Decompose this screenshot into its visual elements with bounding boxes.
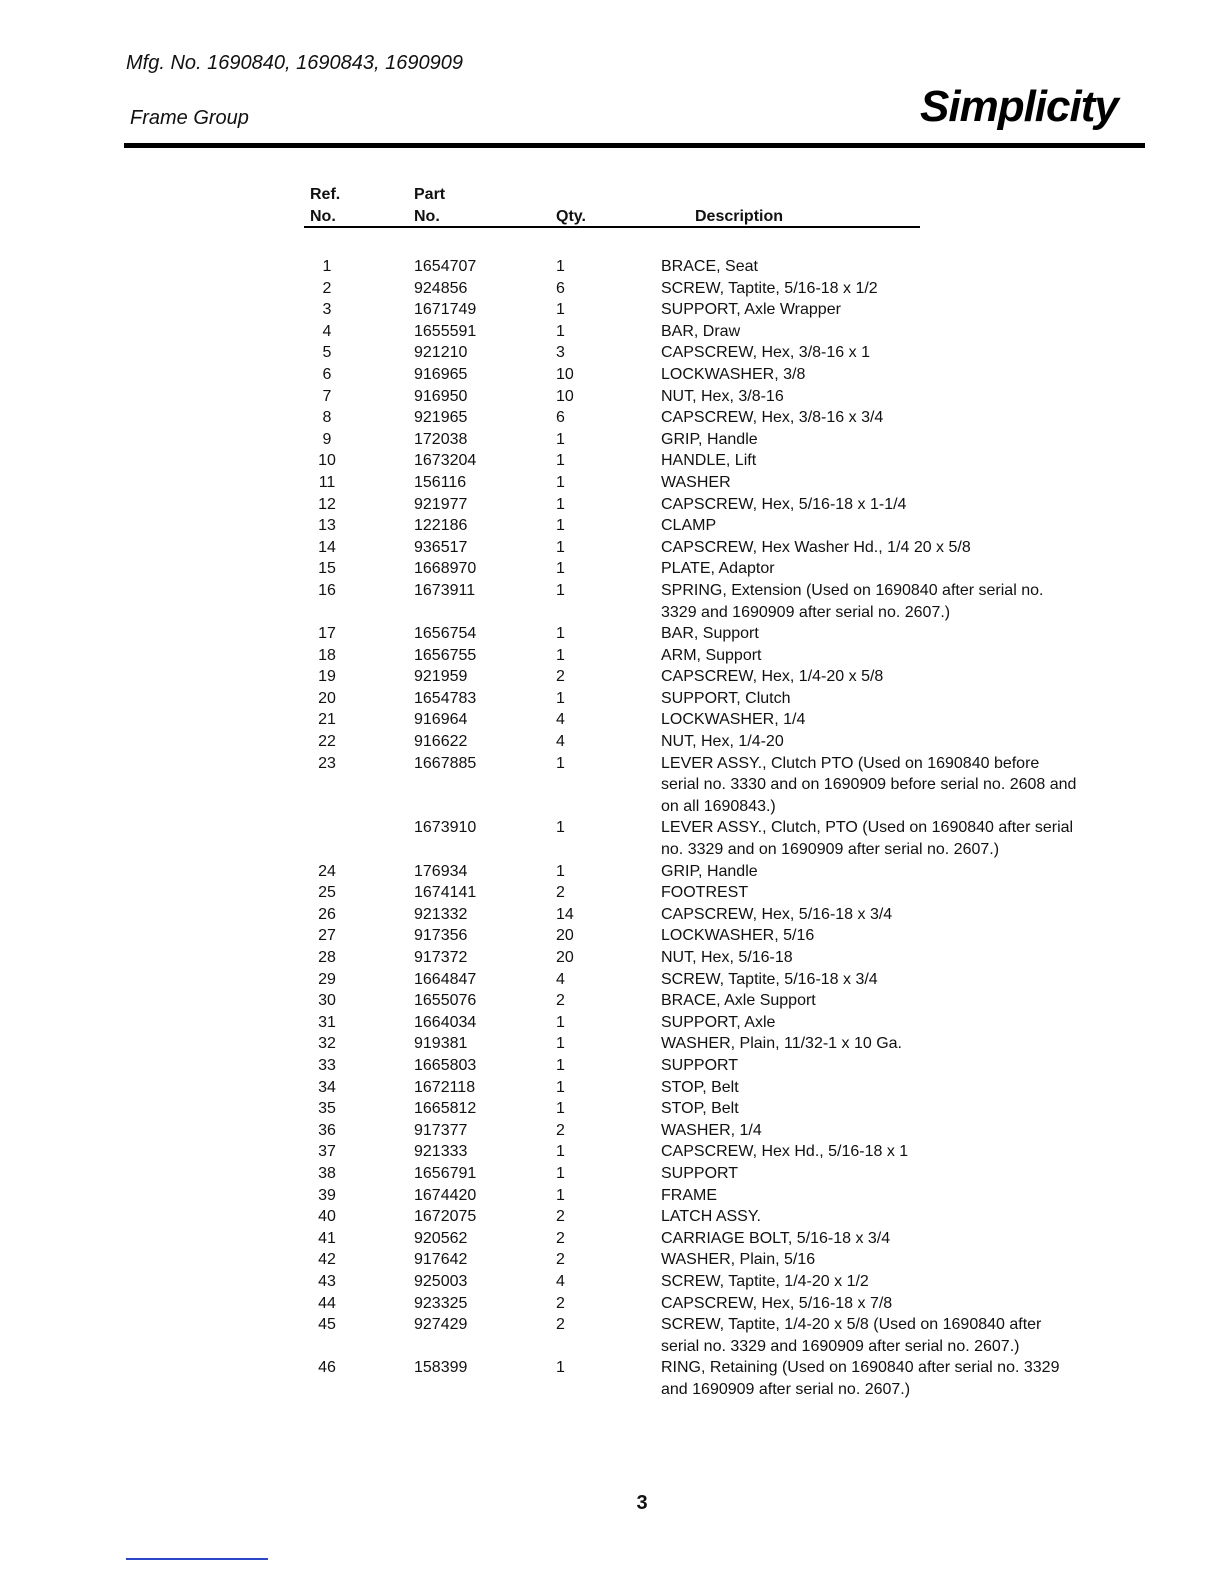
quantity: 2 <box>556 1208 565 1226</box>
ref-number: 32 <box>318 1035 336 1053</box>
parts-row <box>0 925 1224 947</box>
part-number: 1654783 <box>414 689 477 707</box>
description: RING, Retaining (Used on 1690840 after serial no. 3329 and 1690909 after serial no. 2607.) <box>661 1359 1060 1398</box>
part-number: 1673911 <box>414 581 476 599</box>
quantity: 10 <box>556 387 574 405</box>
parts-row <box>0 278 1224 300</box>
parts-row <box>0 623 1224 645</box>
quantity: 2 <box>556 884 565 902</box>
description: SPRING, Extension (Used on 1690840 after serial no. 3329 and 1690909 after serial no. 2607.) <box>661 581 1044 621</box>
parts-row <box>0 1141 1224 1163</box>
description: CAPSCREW, Hex, 5/16-18 x 7/8 <box>661 1294 893 1312</box>
ref-number: 13 <box>318 517 336 535</box>
part-number: 936517 <box>414 538 468 556</box>
quantity: 14 <box>556 905 574 923</box>
description: SUPPORT, Clutch <box>661 689 791 707</box>
ref-number: 41 <box>318 1229 336 1247</box>
parts-row <box>0 1055 1224 1077</box>
parts-row <box>0 882 1224 904</box>
ref-number: 30 <box>318 992 336 1010</box>
part-number: 916964 <box>414 711 468 729</box>
parts-row <box>0 645 1224 667</box>
parts-row <box>0 1120 1224 1142</box>
description: BRACE, Axle Support <box>661 992 816 1010</box>
ref-number: 27 <box>318 927 336 945</box>
col-header-ref-line1: Ref. <box>310 186 341 203</box>
part-number: 920562 <box>414 1229 468 1247</box>
manufacturer-numbers: Mfg. No. 1690840, 1690843, 1690909 <box>126 52 463 74</box>
description: CARRIAGE BOLT, 5/16-18 x 3/4 <box>661 1229 891 1247</box>
ref-number: 40 <box>318 1208 336 1226</box>
parts-row <box>0 904 1224 926</box>
quantity: 2 <box>556 1121 565 1139</box>
description: SUPPORT, Axle <box>661 1013 776 1031</box>
quantity: 1 <box>556 1056 565 1074</box>
description: CAPSCREW, Hex, 1/4-20 x 5/8 <box>661 668 884 686</box>
part-number: 1668970 <box>414 560 477 578</box>
parts-row <box>0 1206 1224 1228</box>
part-number: 1664034 <box>414 1013 477 1031</box>
quantity: 4 <box>556 733 565 751</box>
ref-number: 14 <box>318 538 336 556</box>
part-number: 1655591 <box>414 322 477 340</box>
parts-row <box>0 990 1224 1012</box>
ref-number: 16 <box>318 581 336 599</box>
quantity: 4 <box>556 970 565 988</box>
part-number: 1672075 <box>414 1208 477 1226</box>
part-number: 921959 <box>414 668 468 686</box>
parts-row <box>0 731 1224 753</box>
parts-row <box>0 537 1224 559</box>
part-number: 176934 <box>414 862 468 880</box>
part-number: 924856 <box>414 279 468 297</box>
ref-number: 36 <box>318 1121 336 1139</box>
quantity: 1 <box>556 517 565 535</box>
ref-number: 8 <box>322 409 332 427</box>
quantity: 20 <box>556 927 574 945</box>
col-header-part-line2: No. <box>414 208 440 225</box>
part-number: 1665812 <box>414 1100 477 1118</box>
quantity: 1 <box>556 1164 565 1182</box>
ref-number: 1 <box>322 258 332 275</box>
part-number: 1654707 <box>414 258 477 275</box>
part-number: 1656754 <box>414 625 477 643</box>
part-number: 927429 <box>414 1316 468 1334</box>
quantity: 1 <box>556 581 565 599</box>
description: BAR, Draw <box>661 322 741 340</box>
ref-number: 7 <box>322 387 332 405</box>
parts-row <box>0 494 1224 516</box>
description: CLAMP <box>661 517 717 535</box>
parts-row <box>0 861 1224 883</box>
quantity: 3 <box>556 344 565 362</box>
parts-row <box>0 450 1224 472</box>
ref-number: 24 <box>318 862 336 880</box>
part-number: 1674420 <box>414 1186 477 1204</box>
description: NUT, Hex, 1/4-20 <box>661 733 784 751</box>
parts-row <box>0 666 1224 688</box>
description: HANDLE, Lift <box>661 452 757 470</box>
quantity: 4 <box>556 711 565 729</box>
quantity: 1 <box>556 862 565 880</box>
description: WASHER, Plain, 11/32-1 x 10 Ga. <box>661 1035 902 1053</box>
description: GRIP, Handle <box>661 862 758 880</box>
description: LEVER ASSY., Clutch, PTO (Used on 1690840 after serial no. 3329 and on 1690909 after serial no. 2607.) <box>661 819 1074 859</box>
part-number: 1671749 <box>414 301 477 319</box>
parts-row <box>0 1228 1224 1250</box>
description: WASHER, Plain, 5/16 <box>661 1251 816 1269</box>
description: NUT, Hex, 3/8-16 <box>661 387 784 405</box>
description: PLATE, Adaptor <box>661 560 775 578</box>
quantity: 6 <box>556 409 565 427</box>
description: FRAME <box>661 1186 717 1204</box>
parts-row <box>0 321 1224 343</box>
parts-row <box>0 580 1224 623</box>
quantity: 1 <box>556 689 565 707</box>
quantity: 2 <box>556 1251 565 1269</box>
description: ARM, Support <box>661 646 762 664</box>
column-header-rule <box>304 226 920 228</box>
description: BRACE, Seat <box>661 258 758 275</box>
page-number: 3 <box>636 1492 648 1514</box>
quantity: 1 <box>556 819 565 837</box>
col-header-part <box>414 184 445 228</box>
part-number: 1673910 <box>414 819 477 837</box>
description: LOCKWASHER, 1/4 <box>661 711 806 729</box>
quantity: 1 <box>556 1186 565 1204</box>
parts-row <box>0 256 1224 278</box>
description: SCREW, Taptite, 1/4-20 x 1/2 <box>661 1272 869 1290</box>
description: SCREW, Taptite, 5/16-18 x 1/2 <box>661 279 878 297</box>
parts-row <box>0 1012 1224 1034</box>
parts-row <box>0 1185 1224 1207</box>
description: LOCKWASHER, 3/8 <box>661 365 806 383</box>
ref-number: 44 <box>318 1294 336 1312</box>
quantity: 2 <box>556 992 565 1010</box>
ref-number: 4 <box>322 322 332 340</box>
ref-number: 35 <box>318 1100 336 1118</box>
description: SUPPORT, Axle Wrapper <box>661 301 841 319</box>
description: STOP, Belt <box>661 1078 739 1096</box>
part-number: 925003 <box>414 1272 468 1290</box>
quantity: 1 <box>556 1078 565 1096</box>
quantity: 1 <box>556 258 565 275</box>
ref-number: 43 <box>318 1272 336 1290</box>
part-number: 921333 <box>414 1143 468 1161</box>
ref-number: 46 <box>318 1359 336 1377</box>
ref-number: 37 <box>318 1143 336 1161</box>
part-number: 917377 <box>414 1121 468 1139</box>
part-number: 1655076 <box>414 992 477 1010</box>
description: CAPSCREW, Hex, 3/8-16 x 3/4 <box>661 409 884 427</box>
description: SUPPORT <box>661 1164 739 1182</box>
description: SCREW, Taptite, 1/4-20 x 5/8 (Used on 1690840 after serial no. 3329 and 1690909 after serial no. 2607.) <box>661 1316 1042 1355</box>
quantity: 1 <box>556 301 565 319</box>
quantity: 1 <box>556 473 565 491</box>
part-number: 919381 <box>414 1035 468 1053</box>
quantity: 1 <box>556 1100 565 1118</box>
ref-number: 38 <box>318 1164 336 1182</box>
parts-row <box>0 1033 1224 1055</box>
ref-number: 42 <box>318 1251 336 1269</box>
part-number: 921332 <box>414 905 468 923</box>
ref-number: 29 <box>318 970 336 988</box>
ref-number: 12 <box>318 495 336 513</box>
part-number: 1673204 <box>414 452 477 470</box>
section-title: Frame Group <box>130 107 249 129</box>
description: STOP, Belt <box>661 1100 739 1118</box>
parts-row <box>0 558 1224 580</box>
quantity: 1 <box>556 754 565 772</box>
part-number: 1665803 <box>414 1056 477 1074</box>
part-number: 916950 <box>414 387 468 405</box>
description: WASHER <box>661 473 731 491</box>
ref-number: 34 <box>318 1078 336 1096</box>
quantity: 6 <box>556 279 565 297</box>
parts-row <box>0 1163 1224 1185</box>
ref-number: 28 <box>318 949 336 966</box>
ref-number: 23 <box>318 754 336 772</box>
quantity: 1 <box>556 538 565 556</box>
col-header-qty: Qty. <box>556 208 586 225</box>
parts-row <box>0 969 1224 991</box>
part-number: 916965 <box>414 365 468 383</box>
parts-row <box>0 753 1224 818</box>
description: BAR, Support <box>661 625 759 643</box>
parts-row <box>0 1271 1224 1293</box>
col-header-description: Description <box>695 208 784 225</box>
ref-number: 26 <box>318 905 336 923</box>
ref-number: 10 <box>318 452 336 470</box>
parts-row <box>0 688 1224 710</box>
description: FOOTREST <box>661 884 749 902</box>
ref-number: 21 <box>318 711 336 729</box>
parts-row <box>0 515 1224 537</box>
parts-row <box>0 364 1224 386</box>
quantity: 20 <box>556 949 574 966</box>
parts-row <box>0 1077 1224 1099</box>
brand-logo: Simplicity <box>920 82 1118 131</box>
part-number: 917642 <box>414 1251 468 1269</box>
quantity: 1 <box>556 1035 565 1053</box>
ref-number: 31 <box>318 1013 336 1031</box>
quantity: 1 <box>556 1143 565 1161</box>
part-number: 921977 <box>414 495 468 513</box>
part-number: 1667885 <box>414 754 477 772</box>
quantity: 1 <box>556 560 565 578</box>
part-number: 158399 <box>414 1359 468 1377</box>
parts-row <box>0 299 1224 321</box>
quantity: 4 <box>556 1272 565 1290</box>
ref-number: 3 <box>322 301 332 319</box>
part-number: 156116 <box>414 473 467 491</box>
quantity: 1 <box>556 625 565 643</box>
part-number: 1656755 <box>414 646 477 664</box>
part-number: 921965 <box>414 409 468 427</box>
ref-number: 17 <box>318 625 336 643</box>
part-number: 917372 <box>414 949 468 966</box>
description: CAPSCREW, Hex, 5/16-18 x 3/4 <box>661 905 893 923</box>
ref-number: 6 <box>322 365 332 383</box>
parts-row <box>0 342 1224 364</box>
parts-row <box>0 407 1224 429</box>
quantity: 1 <box>556 495 565 513</box>
parts-row <box>0 1249 1224 1271</box>
quantity: 1 <box>556 322 565 340</box>
quantity: 2 <box>556 1229 565 1247</box>
quantity: 1 <box>556 452 565 470</box>
ref-number: 15 <box>318 560 336 578</box>
parts-row <box>0 817 1224 860</box>
quantity: 1 <box>556 1359 565 1377</box>
description: LOCKWASHER, 5/16 <box>661 927 815 945</box>
ref-number: 20 <box>318 689 336 707</box>
parts-row <box>0 709 1224 731</box>
ref-number: 22 <box>318 733 336 751</box>
description: LATCH ASSY. <box>661 1208 761 1226</box>
parts-list <box>0 256 1224 1400</box>
quantity: 2 <box>556 1294 565 1312</box>
ref-number: 18 <box>318 646 336 664</box>
description: WASHER, 1/4 <box>661 1121 762 1139</box>
col-header-ref-line2: No. <box>310 208 336 225</box>
ref-number: 11 <box>318 473 336 491</box>
description: CAPSCREW, Hex Washer Hd., 1/4 20 x 5/8 <box>661 538 971 556</box>
footer-rule <box>126 1558 268 1560</box>
part-number: 122186 <box>414 517 468 535</box>
header-rule <box>124 143 1145 148</box>
description: CAPSCREW, Hex Hd., 5/16-18 x 1 <box>661 1143 909 1161</box>
ref-number: 2 <box>322 279 332 297</box>
description: LEVER ASSY., Clutch PTO (Used on 1690840 before serial no. 3330 and on 1690909 before serial no. 2608 and on all 1690843.) <box>661 754 1077 815</box>
parts-row <box>0 429 1224 451</box>
quantity: 2 <box>556 1316 565 1334</box>
ref-number: 19 <box>318 668 336 686</box>
part-number: 1672118 <box>414 1078 476 1096</box>
description: CAPSCREW, Hex, 5/16-18 x 1-1/4 <box>661 495 907 513</box>
part-number: 1664847 <box>414 970 477 988</box>
ref-number: 5 <box>322 344 332 362</box>
description: NUT, Hex, 5/16-18 <box>661 949 793 966</box>
quantity: 1 <box>556 646 565 664</box>
part-number: 923325 <box>414 1294 468 1312</box>
quantity: 1 <box>556 430 565 448</box>
quantity: 2 <box>556 668 565 686</box>
col-header-part-line1: Part <box>414 186 446 203</box>
description: CAPSCREW, Hex, 3/8-16 x 1 <box>661 344 870 362</box>
parts-row <box>0 947 1224 969</box>
description: GRIP, Handle <box>661 430 758 448</box>
quantity: 1 <box>556 1013 565 1031</box>
part-number: 1674141 <box>414 884 477 902</box>
parts-row <box>0 1098 1224 1120</box>
quantity: 10 <box>556 365 574 383</box>
part-number: 916622 <box>414 733 468 751</box>
part-number: 172038 <box>414 430 468 448</box>
ref-number: 25 <box>318 884 336 902</box>
part-number: 921210 <box>414 344 468 362</box>
ref-number: 45 <box>318 1316 336 1334</box>
parts-row <box>0 386 1224 408</box>
description: SUPPORT <box>661 1056 739 1074</box>
parts-row <box>0 1357 1224 1400</box>
parts-row <box>0 1293 1224 1315</box>
part-number: 917356 <box>414 927 468 945</box>
ref-number: 39 <box>318 1186 336 1204</box>
description: SCREW, Taptite, 5/16-18 x 3/4 <box>661 970 878 988</box>
col-header-ref <box>310 184 340 228</box>
part-number: 1656791 <box>414 1164 477 1182</box>
ref-number: 9 <box>322 430 332 448</box>
parts-row <box>0 472 1224 494</box>
ref-number: 33 <box>318 1056 336 1074</box>
parts-row <box>0 1314 1224 1357</box>
